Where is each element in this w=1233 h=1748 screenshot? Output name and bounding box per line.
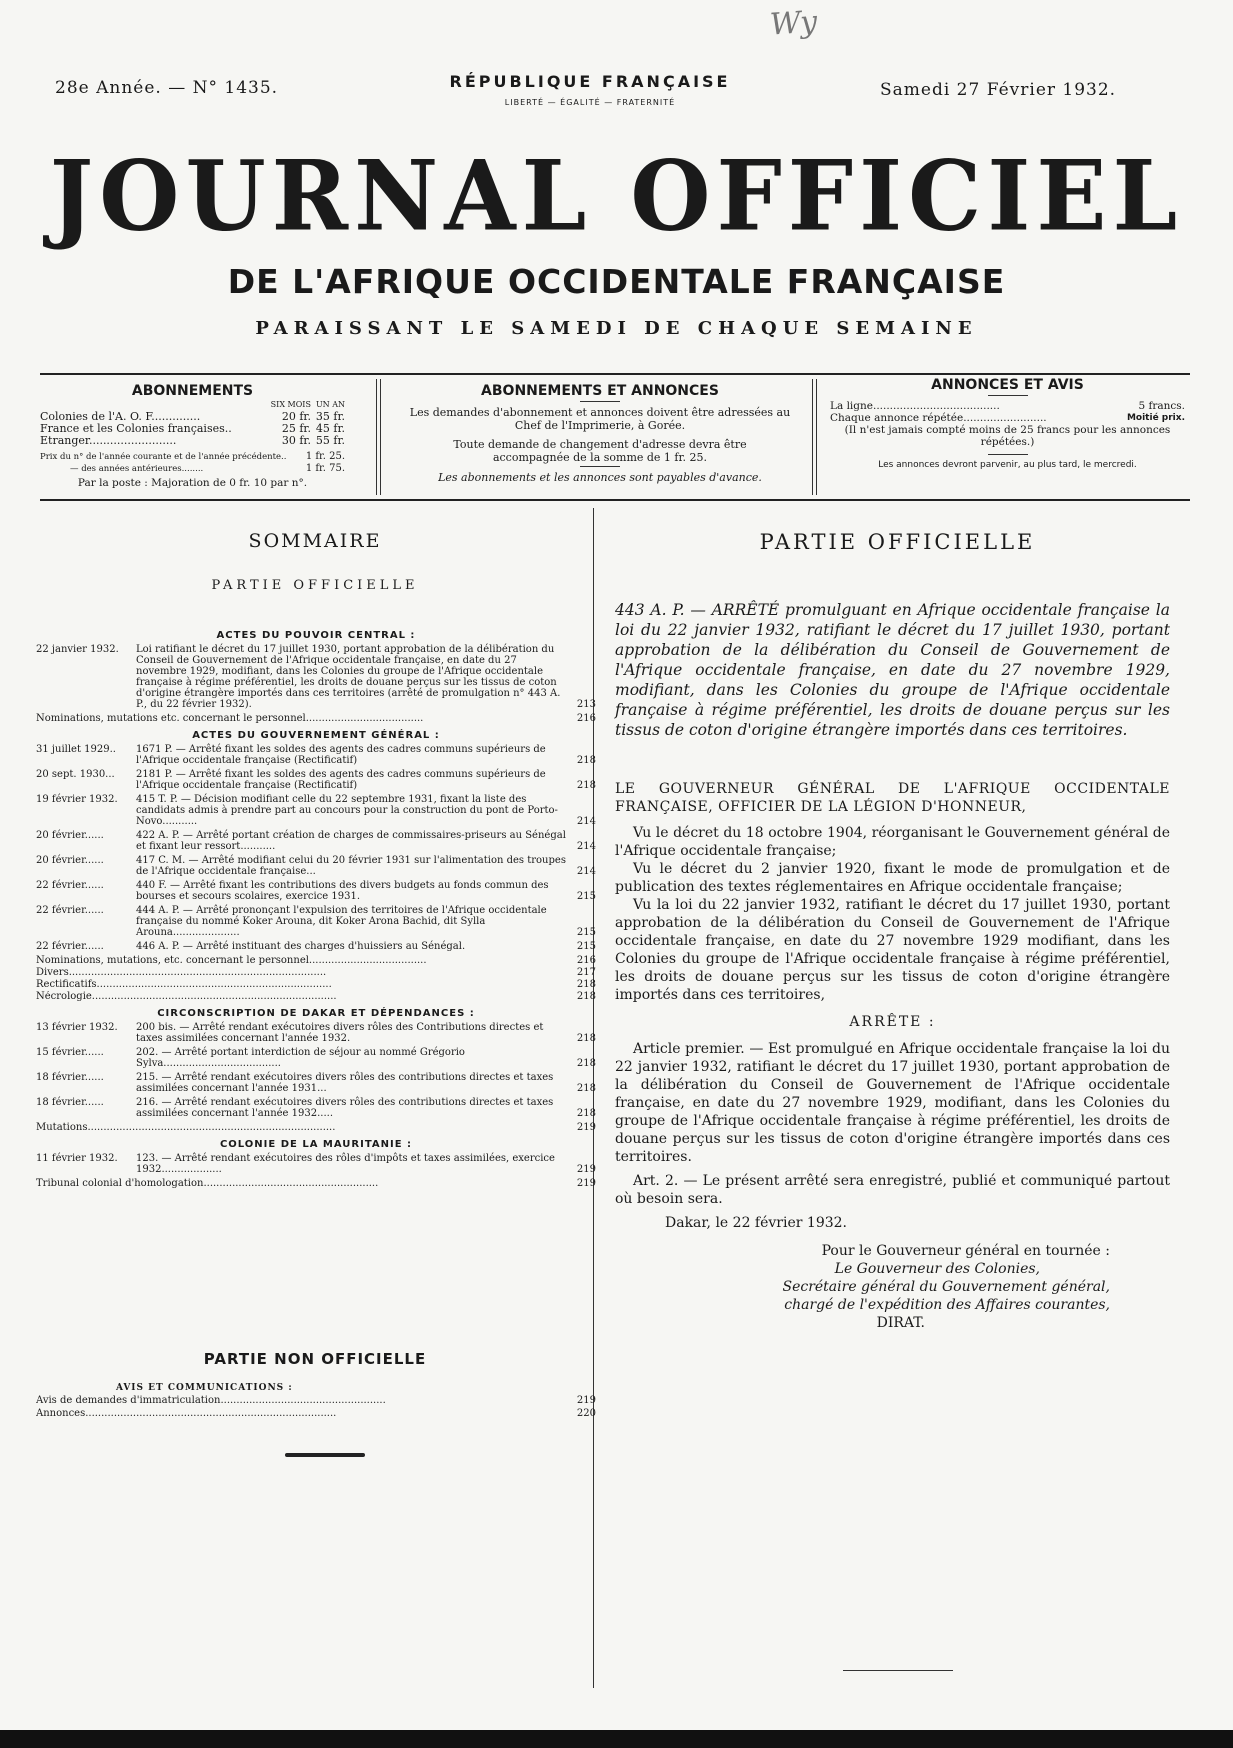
rate-row: Etranger......................... 30 fr. 55 fr. [40, 434, 345, 447]
toc-entry: 19 février 1932. 415 T. P. — Décision modifiant celle du 22 septembre 1931, fixant la liste des candidats admis à prendre part au concours pour la construction du pont de Porto-Novo........... 214 [36, 794, 596, 827]
toc-entry: 15 février...... 202. — Arrêté portant interdiction de séjour au nommé Grégorio Sylva..................................... 218 [36, 1047, 596, 1069]
change-address-note: Toute demande de changement d'adresse devra être accompagnée de la somme de 1 fr. 25. [453, 438, 747, 464]
abonnements-column [40, 375, 345, 499]
toc-entry: 20 février...... 417 C. M. — Arrêté modifiant celui du 20 février 1931 sur l'alimentation des troupes de l'Afrique occidentale française... 214 [36, 855, 596, 877]
republic-motto: LIBERTÉ — ÉGALITÉ — FRATERNITÉ [504, 98, 676, 107]
toc-entry: Tribunal colonial d'homologation....................................................... 219 [36, 1178, 596, 1189]
toc-entry: 11 février 1932. 123. — Arrêté rendant exécutoires des rôles d'impôts et taxes assimilées, exercice 1932................... 219 [36, 1153, 596, 1175]
divider [812, 379, 813, 495]
divider [988, 395, 1028, 396]
publication-frequency: PARAISSANT LE SAMEDI DE CHAQUE SEMAINE [255, 318, 978, 339]
repeat-price-row: Chaque annonce répétée......................... Moitié prix. [830, 412, 1185, 424]
toc-entry: 22 février...... 444 A. P. — Arrêté prononçant l'expulsion des territoires de l'Afrique occidentale française du nommé Koker Arouna, dit Koker Arona Bachid, dit Sylla Arouna..................... 215 [36, 905, 596, 938]
price-current-row: Prix du n° de l'année courante et de l'année précédente.. 1 fr. 25. [40, 451, 345, 462]
toc-entry: Nominations, mutations etc. concernant le personnel..................................... 216 [36, 713, 596, 724]
place-date: Dakar, le 22 février 1932. [665, 1215, 847, 1231]
toc-entry: Mutations.............................................................................. 219 [36, 1122, 596, 1133]
non-official-contents [36, 1383, 596, 1421]
toc-entry: Rectificatifs.......................................................................... 218 [36, 979, 596, 990]
line-price-row: La ligne...................................... 5 francs. [830, 400, 1185, 412]
sommaire-partie-officielle: PARTIE OFFICIELLE [211, 578, 419, 593]
subscription-box [40, 373, 1190, 501]
section-heading: ACTES DU POUVOIR CENTRAL : [216, 630, 416, 641]
toc-entry: 31 juillet 1929.. 1671 P. — Arrêté fixant les soldes des agents des cadres communs supérieurs de l'Afrique occidentale française (Rectificatif) 218 [36, 744, 596, 766]
section-heading: AVIS ET COMMUNICATIONS : [116, 1383, 293, 1393]
issue-number: 28e Année. — N° 1435. [55, 78, 279, 98]
col-one-year: UN AN [315, 400, 345, 409]
toc-entry: 22 février...... 440 F. — Arrêté fixant les contributions des divers budgets au fonds commun des bourses et secours scolaires, exercice 1931. 215 [36, 880, 596, 902]
section-heading: ACTES DU GOUVERNEMENT GÉNÉRAL : [192, 730, 440, 741]
rate-row: France et les Colonies françaises.. 25 fr. 45 fr. [40, 422, 345, 435]
rate-row: Colonies de l'A. O. F.............. 20 fr. 35 fr. [40, 410, 345, 423]
price-old-row: — des années antérieures........ 1 fr. 75. [70, 463, 345, 474]
journal-title: JOURNAL OFFICIEL [49, 139, 1184, 253]
toc-entry: 22 février...... 446 A. P. — Arrêté instituant des charges d'huissiers au Sénégal. 215 [36, 941, 596, 952]
governor-heading: LE GOUVERNEUR GÉNÉRAL DE L'AFRIQUE OCCIDENTALE FRANÇAISE, OFFICIER DE LA LÉGION D'HONNEUR, [615, 781, 1170, 815]
divider [376, 379, 377, 495]
toc-entry: 20 sept. 1930... 2181 P. — Arrêté fixant les soldes des agents des cadres communs supérieurs de l'Afrique occidentale française (Rectificatif) 218 [36, 769, 596, 791]
abonnements-annonces-column [390, 375, 810, 499]
abonnements-annonces-heading: ABONNEMENTS ET ANNONCES [481, 383, 719, 399]
signatory-name: DIRAT. [876, 1315, 925, 1331]
annonces-heading: ANNONCES ET AVIS [931, 377, 1084, 393]
partie-non-officielle-title: PARTIE NON OFFICIELLE [203, 1350, 427, 1368]
section-heading: CIRCONSCRIPTION DE DAKAR ET DÉPENDANCES : [157, 1008, 475, 1019]
divider [816, 379, 817, 495]
toc-entry: Nominations, mutations, etc. concernant le personnel..................................... 216 [36, 955, 596, 966]
abonnements-rates [40, 399, 345, 447]
scan-edge [0, 1730, 1233, 1748]
divider [988, 454, 1028, 455]
toc-entry: Avis de demandes d'immatriculation.................................................... 219 [36, 1395, 596, 1406]
signature-line: Secrétaire général du Gouvernement général, [782, 1279, 1110, 1295]
toc-entry: 18 février...... 215. — Arrêté rendant exécutoires divers rôles des contributions directes et taxes assimilées concernant l'année 1931... 218 [36, 1072, 596, 1094]
arrete-title: 443 A. P. — ARRÊTÉ promulguant en Afrique occidentale française la loi du 22 janvier 1932, ratifiant le décret du 17 juillet 1930, portant approbation de la délibération du Conseil de Gouvernement de l'Afrique occidentale française, en date du 27 novembre 1929, modifiant, dans les Colonies du groupe de l'Afrique occidentale française à régime préférentiel, les droits de douane perçus sur les tissus de coton d'origine étrangère importés dans ces territoires. [615, 601, 1170, 739]
vu-paragraph: Vu le décret du 2 janvier 1920, fixant le mode de promulgation et de publication des textes réglementaires en Afrique occidentale française; [615, 861, 1170, 895]
divider [580, 466, 620, 467]
toc-entry: Nécrologie............................................................................. 218 [36, 991, 596, 1002]
toc-entry: 22 janvier 1932. Loi ratifiant le décret du 17 juillet 1930, portant approbation de la délibération du Conseil de Gouvernement de l'Afrique occidentale française, en date du 27 novembre 1929, modifiant, dans les Colonies du groupe de l'Afrique occidentale française à régime préférentiel, les droits de douane perçus sur les tissus de coton d'origine étrangère importés dans ces territoires (arrêté de promulgation n° 443 A. P., du 22 février 1932). 213 [36, 644, 596, 710]
divider [380, 379, 381, 495]
vu-paragraph: Vu le décret du 18 octobre 1904, réorganisant le Gouvernement général de l'Afrique occidentale française; [615, 825, 1170, 859]
toc-entry: 18 février...... 216. — Arrêté rendant exécutoires divers rôles des contributions directes et taxes assimilées concernant l'année 1932..... 218 [36, 1097, 596, 1119]
toc-entry: 20 février...... 422 A. P. — Arrêté portant création de charges de commissaires-priseurs au Sénégal et fixant leur ressort........... 214 [36, 830, 596, 852]
address-note: Les demandes d'abonnement et annonces doivent être adressées au Chef de l'Imprimerie, à Gorée. [409, 406, 791, 432]
toc-entry: 13 février 1932. 200 bis. — Arrêté rendant exécutoires divers rôles des Contributions directes et taxes assimilées concernant l'année 1932. 218 [36, 1022, 596, 1044]
col-six-months: SIX MOIS [270, 400, 311, 409]
abonnements-heading: ABONNEMENTS [131, 383, 254, 399]
annonces-column [830, 375, 1185, 499]
toc-entry: Divers................................................................................. 217 [36, 967, 596, 978]
article-1: Article premier. — Est promulgué en Afrique occidentale française la loi du 22 janvier 1932, ratifiant le décret du 17 juillet 1930, portant approbation de la délibération du Conseil de Gouvernement de l'Afrique occidentale française, en date du 27 novembre 1929, modifiant, dans les Colonies du groupe de l'Afrique occidentale française à régime préférentiel, les droits de douane perçus sur les tissus de coton d'origine étrangère importés dans ces territoires. [615, 1041, 1170, 1165]
table-of-contents [36, 630, 596, 1190]
ornament-divider [285, 1453, 365, 1457]
deadline-note: Les annonces devront parvenir, au plus tard, le mercredi. [878, 460, 1137, 470]
payment-note: Les abonnements et les annonces sont payables d'avance. [438, 471, 762, 484]
arrete-body [615, 780, 1170, 1332]
arrete-label: ARRÊTE : [849, 1014, 936, 1030]
handwritten-annotation: Wy [768, 4, 819, 43]
section-heading: COLONIE DE LA MAURITANIE : [219, 1139, 413, 1150]
journal-subtitle: DE L'AFRIQUE OCCIDENTALE FRANÇAISE [227, 262, 1006, 301]
issue-date: Samedi 27 Février 1932. [880, 80, 1117, 100]
republic-label: RÉPUBLIQUE FRANÇAISE [449, 72, 731, 91]
article-2: Art. 2. — Le présent arrêté sera enregistré, publié et communiqué partout où besoin sera. [615, 1173, 1170, 1207]
toc-entry: Annonces............................................................................... 220 [36, 1408, 596, 1419]
sommaire-title: SOMMAIRE [248, 530, 382, 552]
minimum-note: (Il n'est jamais compté moins de 25 francs pour les annonces répétées.) [844, 424, 1171, 448]
signature-line: Le Gouverneur des Colonies, [834, 1261, 1040, 1277]
vu-paragraph: Vu la loi du 22 janvier 1932, ratifiant le décret du 17 juillet 1930, portant approbation de la délibération du Conseil de Gouvernement de l'Afrique occidentale française, en date du 27 novembre 1929 modifiant, dans les Colonies du groupe de l'Afrique occidentale française à régime préférentiel, les droits de douane perçus sur les tissus de coton d'origine étrangère importés dans ces territoires, [615, 897, 1170, 1003]
signature-line: chargé de l'expédition des Affaires courantes, [784, 1297, 1110, 1313]
partie-officielle-title: PARTIE OFFICIELLE [759, 530, 1036, 554]
signature-line: Pour le Gouverneur général en tournée : [821, 1243, 1110, 1259]
end-rule [843, 1670, 953, 1671]
divider [580, 401, 620, 402]
postal-surcharge: Par la poste : Majoration de 0 fr. 10 par n°. [77, 477, 308, 489]
